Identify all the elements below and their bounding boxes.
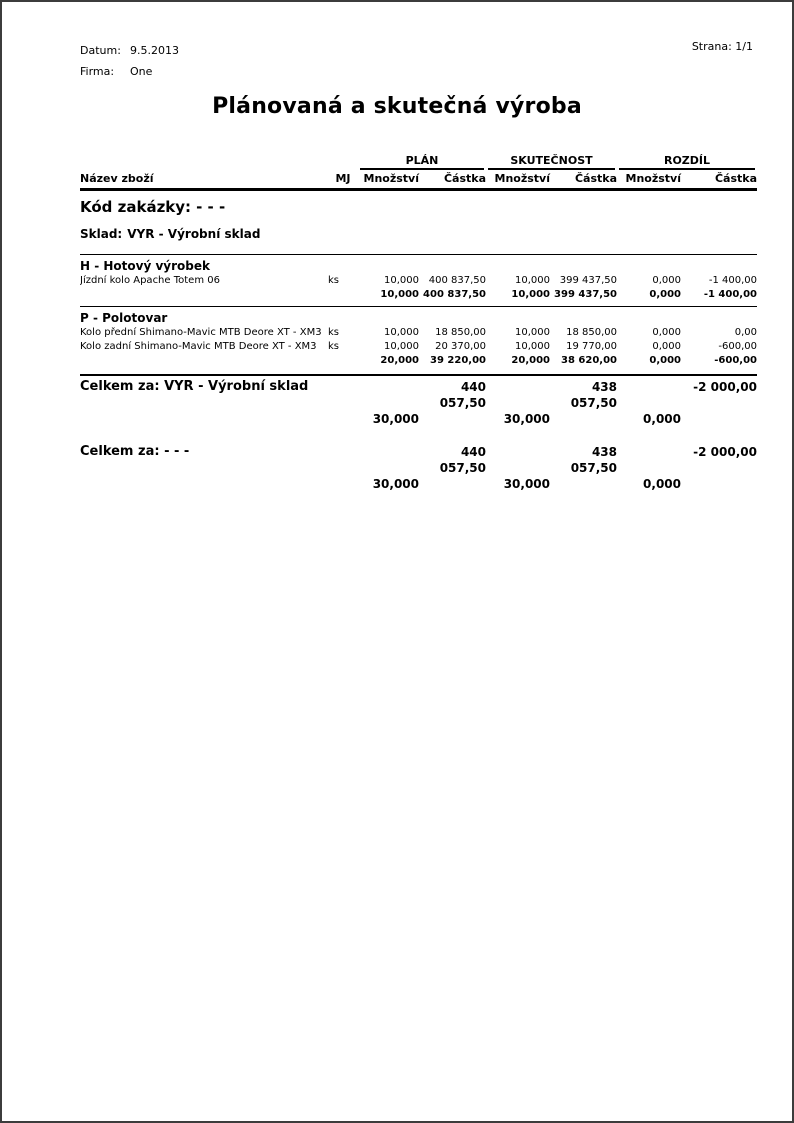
order-code-heading [80, 198, 757, 217]
page-number-label: Strana: [691, 40, 732, 53]
company-value: One [130, 65, 153, 78]
subtotal-actual-amount: 399 437,50 [554, 289, 617, 300]
column-header-diff-quantity: Množství [625, 172, 681, 185]
total-label: Celkem za: VYR - Výrobní sklad [80, 379, 309, 394]
subtotal-diff-amount: -600,00 [714, 355, 757, 366]
column-header-diff-amount: Částka [714, 172, 757, 185]
total-actual-amount: 438 057,50 [570, 445, 617, 475]
total-diff-quantity: 0,000 [643, 412, 681, 426]
column-header-row [80, 170, 757, 191]
subtotal-actual-quantity: 10,000 [511, 289, 550, 300]
subtotal-actual-amount: 38 620,00 [561, 355, 617, 366]
group-header-actual: SKUTEČNOST [488, 154, 615, 170]
item-diff-amount: -1 400,00 [708, 275, 757, 286]
column-header-plan-quantity: Množství [363, 172, 419, 185]
total-plan-quantity: 30,000 [372, 412, 419, 426]
order-total-block [80, 441, 757, 492]
item-diff-quantity: 0,000 [652, 275, 681, 286]
subtotal-plan-amount: 39 220,00 [430, 355, 486, 366]
item-unit: ks [328, 341, 340, 352]
subtotal-diff-amount: -1 400,00 [703, 289, 757, 300]
item-plan-quantity: 10,000 [384, 275, 419, 286]
total-row-warehouse [80, 379, 757, 427]
section-subtotal-row [80, 288, 757, 302]
total-label: Celkem za: - - - [80, 444, 190, 459]
total-diff-amount: -2 000,00 [693, 380, 757, 394]
date-line [80, 40, 179, 61]
total-diff-quantity: 0,000 [643, 477, 681, 491]
order-code-value: - - - [196, 198, 226, 216]
group-header-difference: ROZDÍL [619, 154, 755, 170]
subtotal-actual-quantity: 20,000 [511, 355, 550, 366]
total-diff-amount: -2 000,00 [693, 445, 757, 459]
item-row [80, 326, 757, 340]
total-row-order [80, 444, 757, 492]
column-header-actual-quantity: Množství [494, 172, 550, 185]
order-code-label: Kód zakázky: [80, 198, 192, 216]
item-actual-quantity: 10,000 [515, 327, 550, 338]
total-actual-amount: 438 057,50 [570, 380, 617, 410]
page-number-value: 1/1 [735, 40, 753, 53]
total-plan-amount: 440 057,50 [439, 445, 486, 475]
column-header-plan-amount: Částka [443, 172, 486, 185]
total-actual-quantity: 30,000 [503, 412, 550, 426]
item-plan-quantity: 10,000 [384, 327, 419, 338]
subtotal-plan-quantity: 20,000 [380, 355, 419, 366]
item-diff-amount: 0,00 [734, 327, 757, 338]
subtotal-plan-quantity: 10,000 [380, 289, 419, 300]
column-header-actual-amount: Částka [574, 172, 617, 185]
group-header-plan: PLÁN [360, 154, 484, 170]
section-subtotal-row [80, 354, 757, 368]
company-label: Firma: [80, 65, 115, 78]
section-title: P - Polotovar [80, 311, 168, 325]
report-title: Plánovaná a skutečná výroba [212, 94, 582, 119]
item-actual-quantity: 10,000 [515, 275, 550, 286]
date-label: Datum: [80, 44, 121, 57]
item-diff-quantity: 0,000 [652, 341, 681, 352]
warehouse-label: Sklad: [80, 227, 123, 241]
total-plan-quantity: 30,000 [372, 477, 419, 491]
total-plan-amount: 440 057,50 [439, 380, 486, 410]
item-actual-amount: 18 850,00 [566, 327, 617, 338]
section-title: H - Hotový výrobek [80, 259, 210, 273]
item-actual-quantity: 10,000 [515, 341, 550, 352]
section-semi-products [80, 306, 757, 374]
total-actual-quantity: 30,000 [503, 477, 550, 491]
production-report-table [80, 152, 757, 492]
item-plan-amount: 400 837,50 [428, 275, 486, 286]
group-header-row [80, 152, 757, 170]
item-plan-amount: 20 370,00 [435, 341, 486, 352]
item-unit: ks [328, 327, 340, 338]
item-plan-quantity: 10,000 [384, 341, 419, 352]
item-name: Kolo zadní Shimano-Mavic MTB Deore XT - XM3 [80, 341, 317, 352]
page-header-meta [80, 40, 179, 82]
item-row [80, 340, 757, 354]
item-diff-amount: -600,00 [718, 341, 757, 352]
page-number [692, 40, 753, 53]
company-line [80, 61, 179, 82]
subtotal-diff-quantity: 0,000 [649, 355, 681, 366]
item-plan-amount: 18 850,00 [435, 327, 486, 338]
warehouse-total-block [80, 374, 757, 427]
column-header-name: Název zboží [80, 172, 154, 185]
item-name: Kolo přední Shimano-Mavic MTB Deore XT - XM3 [80, 327, 322, 338]
subtotal-diff-quantity: 0,000 [649, 289, 681, 300]
warehouse-heading [80, 227, 757, 242]
subtotal-plan-amount: 400 837,50 [423, 289, 486, 300]
date-value: 9.5.2013 [130, 44, 179, 57]
item-unit: ks [328, 275, 340, 286]
column-header-unit: MJ [335, 172, 351, 185]
warehouse-value: VYR - Výrobní sklad [127, 227, 261, 241]
item-diff-quantity: 0,000 [652, 327, 681, 338]
section-finished-products [80, 254, 757, 306]
item-name: Jízdní kolo Apache Totem 06 [80, 275, 220, 286]
item-actual-amount: 19 770,00 [566, 341, 617, 352]
item-actual-amount: 399 437,50 [559, 275, 617, 286]
item-row [80, 274, 757, 288]
